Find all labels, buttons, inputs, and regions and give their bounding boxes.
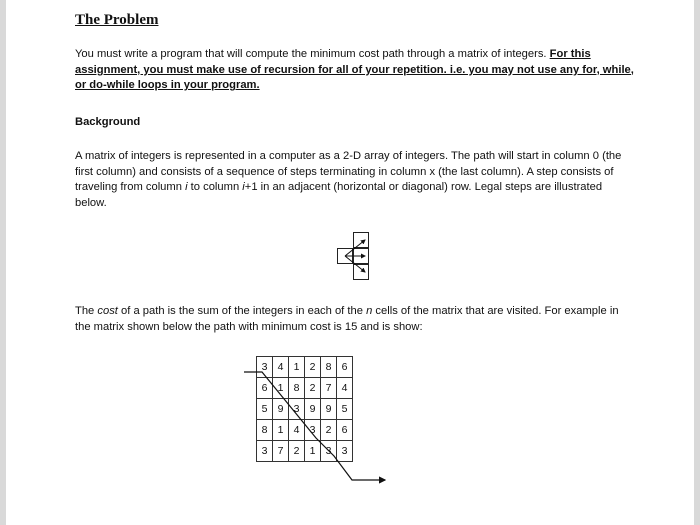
- cost-matrix: [256, 356, 353, 462]
- matrix-cell: 2: [289, 441, 305, 462]
- matrix-cell: 4: [337, 378, 353, 399]
- page-edge-right: [694, 0, 700, 525]
- cost-text-2: of a path is the sum of the integers in each of the: [117, 305, 367, 317]
- background-text-1: A matrix of integers is represented in a computer as a 2-D array of integers. The path will start in column 0 (the first column) and consists of a sequence of steps terminating in column x (the last column). A step consists of traveling from column: [75, 150, 622, 194]
- matrix-row: [257, 420, 353, 441]
- step-arrows-icon: [337, 230, 371, 282]
- intro-paragraph: [75, 47, 635, 94]
- matrix-cell: 6: [337, 357, 353, 378]
- background-text-2: to column: [187, 181, 243, 194]
- background-text-3: +1 in an adjacent (horizontal or diagonal) row. Legal steps are illustrated below.: [75, 181, 603, 209]
- cost-text-3: cells of the matrix that are visited. For example in the matrix shown below the path with minimum cost is 15 and is show:: [75, 305, 619, 333]
- matrix-cell: 5: [257, 399, 273, 420]
- background-var-i-1: i: [185, 181, 188, 194]
- background-heading: Background: [75, 116, 141, 128]
- matrix-cell: 8: [257, 420, 273, 441]
- background-var-i-2: i: [242, 181, 245, 194]
- matrix-cell: 4: [289, 420, 305, 441]
- matrix-cell: 6: [257, 378, 273, 399]
- matrix-row: [257, 357, 353, 378]
- page-edge-left: [0, 0, 6, 525]
- matrix-row: [257, 378, 353, 399]
- matrix-cell: 7: [273, 441, 289, 462]
- matrix-cell: 9: [305, 399, 321, 420]
- cost-word: cost: [97, 305, 118, 317]
- page-title: The Problem: [75, 12, 159, 28]
- matrix-cell: 4: [273, 357, 289, 378]
- matrix-row: [257, 399, 353, 420]
- matrix-cell: 1: [305, 441, 321, 462]
- matrix-cell: 2: [305, 378, 321, 399]
- matrix-cell: 1: [289, 357, 305, 378]
- matrix-cell: 5: [337, 399, 353, 420]
- matrix-cell: 7: [321, 378, 337, 399]
- matrix-cell: 2: [305, 357, 321, 378]
- recursion-requirement: For this assignment, you must make use of recursion for all of your repetition. i.e. you may not use any for, while, or do-while loops in your program.: [75, 48, 634, 92]
- intro-text: You must write a program that will compute the minimum cost path through a matrix of integers.: [75, 48, 550, 60]
- matrix-cell: 3: [257, 357, 273, 378]
- matrix-row: [257, 441, 353, 462]
- matrix-cell: 6: [337, 420, 353, 441]
- matrix-cell: 3: [321, 441, 337, 462]
- matrix-cell: 3: [305, 420, 321, 441]
- background-paragraph: [75, 149, 625, 211]
- matrix-cell: 1: [273, 420, 289, 441]
- cost-text-1: The: [75, 305, 98, 317]
- matrix-cell: 8: [289, 378, 305, 399]
- legal-steps-diagram: [337, 230, 371, 282]
- matrix-cell: 9: [321, 399, 337, 420]
- matrix-cell: 3: [289, 399, 305, 420]
- cost-paragraph: [75, 304, 635, 335]
- matrix-cell: 8: [321, 357, 337, 378]
- matrix-cell: 3: [257, 441, 273, 462]
- matrix-cell: 3: [337, 441, 353, 462]
- matrix-cell: 1: [273, 378, 289, 399]
- cost-var-n: n: [366, 305, 373, 317]
- matrix-cell: 9: [273, 399, 289, 420]
- matrix-cell: 2: [321, 420, 337, 441]
